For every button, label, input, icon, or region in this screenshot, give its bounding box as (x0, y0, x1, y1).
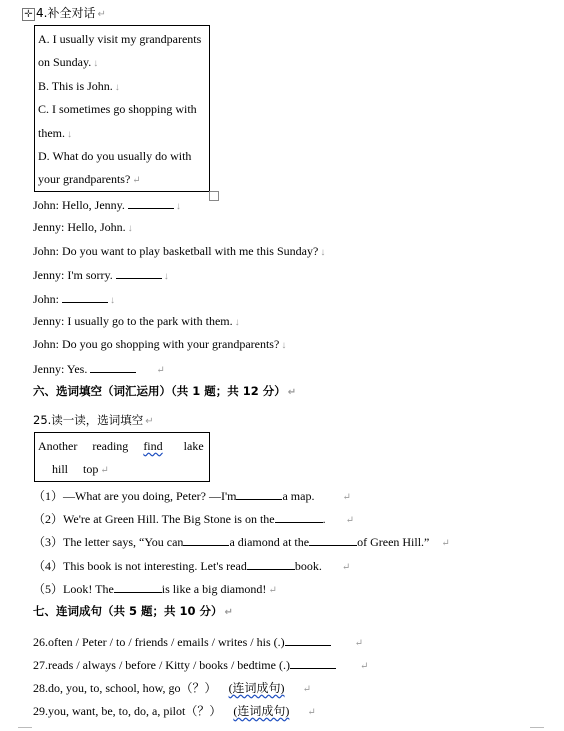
fill-item-2 (33, 511, 354, 528)
q25-title-text: 25.读一读，选词填空 (33, 413, 144, 427)
fill-item-5 (33, 581, 277, 598)
q25-title (33, 413, 154, 429)
reorder-item-26 (33, 634, 363, 651)
item-text: 26.often / Peter / to / friends / emails / writes / his (.) (33, 635, 285, 649)
dialogue-line (33, 291, 115, 308)
answer-blank[interactable] (285, 634, 331, 646)
item-number: （1） (33, 489, 64, 503)
paragraph-mark-icon: ↵ (341, 562, 351, 573)
paragraph-mark-icon: ↵ (100, 465, 109, 476)
paragraph-mark-icon: ↵ (132, 175, 141, 186)
item-text: We're at Green Hill. The Big Stone is on the (63, 512, 275, 526)
dialogue-line (33, 267, 169, 284)
option-text: your grandparents? (38, 172, 131, 186)
paragraph-mark-icon: ↵ (441, 538, 450, 549)
word-bank-word: lake (183, 439, 204, 453)
answer-blank[interactable] (309, 534, 357, 546)
reorder-item-28 (33, 681, 311, 697)
item-number: （5） (33, 582, 64, 596)
word-bank-line-1 (38, 439, 204, 453)
line-break-mark-icon: ↓ (163, 271, 169, 282)
dialogue-text: Jenny: Hello, John. (33, 220, 126, 234)
dialogue-line (33, 197, 181, 214)
dialogue-text: John: Do you go shopping with your grandparents? (33, 337, 280, 351)
line-break-mark-icon: ↓ (234, 317, 240, 328)
option-text: on Sunday. (38, 55, 92, 69)
dialogue-line (33, 220, 133, 236)
section-heading-text: 七、连词成句（共 5 题；共 10 分） (33, 604, 223, 618)
item-text: book. (294, 559, 322, 573)
item-text: a diamond at the (229, 535, 310, 549)
option-text: A. I usually visit my grandparents (38, 32, 202, 46)
option-text: them. (38, 126, 65, 140)
line-break-mark-icon: ↓ (127, 223, 133, 234)
line-break-mark-icon: ↓ (320, 247, 326, 258)
item-number: （2） (33, 512, 64, 526)
dialogue-text: Jenny: Yes. (33, 362, 88, 376)
option-text: D. What do you usually do with (38, 149, 192, 163)
answer-blank[interactable] (62, 291, 108, 303)
option-line-4 (38, 102, 197, 116)
answer-blank[interactable] (236, 488, 282, 500)
paragraph-mark-icon: ↵ (345, 515, 354, 526)
table-move-handle-icon[interactable]: ✛ (22, 8, 35, 21)
dialogue-text: John: Do you want to play basketball with me this Sunday? (33, 244, 319, 258)
answer-blank[interactable] (116, 267, 162, 279)
page-corner-mark (530, 727, 544, 728)
answer-blank[interactable] (128, 197, 174, 209)
option-line-2 (38, 55, 98, 71)
word-bank-word: find (143, 439, 163, 453)
item-text: 27.reads / always / before / Kitty / books / bedtime (.) (33, 658, 290, 672)
item-text: Look! The (63, 582, 114, 596)
item-text: The letter says, “You can (63, 535, 184, 549)
answer-blank[interactable] (183, 534, 229, 546)
option-line-7 (38, 172, 141, 188)
line-break-mark-icon: ↓ (93, 58, 99, 69)
item-text: —What are you doing, Peter? —I'm (63, 489, 237, 503)
paragraph-mark-icon: ↵ (156, 365, 165, 376)
option-text: B. This is John. (38, 79, 113, 93)
line-break-mark-icon: ↓ (110, 295, 116, 306)
reorder-item-29 (33, 704, 316, 720)
dialogue-text: John: Hello, Jenny. (33, 198, 125, 212)
option-line-5 (38, 126, 72, 142)
paragraph-mark-icon: ↵ (268, 585, 277, 596)
answer-blank[interactable] (90, 361, 136, 373)
dialogue-text: Jenny: I'm sorry. (33, 268, 113, 282)
dialogue-text: John: (33, 292, 60, 306)
q4-title-text: 4.补全对话 (36, 6, 96, 20)
page-corner-mark (18, 727, 32, 728)
option-line-6 (38, 149, 191, 163)
item-note: (连词成句) (233, 704, 290, 718)
reorder-item-27 (33, 657, 368, 674)
item-text: . (322, 512, 326, 526)
dialogue-line (33, 314, 240, 330)
item-text: This book is not interesting. Let's read (63, 559, 247, 573)
paragraph-mark-icon: ↵ (145, 416, 154, 427)
section7-heading (33, 604, 233, 620)
answer-blank[interactable] (247, 558, 295, 570)
fill-item-1 (33, 488, 351, 505)
paragraph-mark-icon: ↵ (342, 492, 351, 503)
answer-blank[interactable] (290, 657, 336, 669)
line-break-mark-icon: ↓ (114, 82, 120, 93)
paragraph-mark-icon: ↵ (307, 707, 316, 718)
option-text: C. I sometimes go shopping with (38, 102, 197, 116)
item-text: of Green Hill.” (357, 535, 430, 549)
word-bank-word: reading (92, 439, 129, 453)
item-note: (连词成句) (228, 681, 285, 695)
item-text: a map. (282, 489, 315, 503)
section6-heading (33, 384, 296, 400)
line-break-mark-icon: ↓ (175, 201, 181, 212)
dialogue-line (33, 337, 286, 353)
paragraph-mark-icon: ↵ (97, 9, 106, 20)
paragraph-mark-icon: ↵ (359, 661, 369, 672)
section-heading-text: 六、选词填空（词汇运用）（共 1 题；共 12 分） (33, 384, 286, 398)
option-line-1 (38, 32, 201, 46)
table-resize-handle-icon[interactable] (209, 191, 219, 201)
dialogue-line (33, 361, 165, 378)
paragraph-mark-icon: ↵ (224, 607, 233, 618)
fill-item-3 (33, 534, 450, 551)
line-break-mark-icon: ↓ (67, 129, 72, 140)
word-bank-line-2 (52, 462, 109, 478)
item-text: 29.you, want, be, to, do, a, pilot（？） (33, 704, 222, 718)
item-number: （4） (33, 559, 64, 573)
item-text: is like a big diamond! (161, 582, 267, 596)
line-break-mark-icon: ↓ (281, 340, 287, 351)
paragraph-mark-icon: ↵ (354, 638, 364, 649)
item-number: （3） (33, 535, 64, 549)
paragraph-mark-icon: ↵ (287, 387, 297, 398)
option-line-3 (38, 79, 120, 95)
word-bank-word: Another (38, 439, 78, 453)
q4-title (36, 6, 106, 22)
word-bank-word: top (83, 462, 99, 476)
fill-item-4 (33, 558, 350, 575)
dialogue-text: Jenny: I usually go to the park with them. (33, 314, 233, 328)
word-bank-word: hill (52, 462, 69, 476)
answer-blank[interactable] (275, 511, 323, 523)
paragraph-mark-icon: ↵ (302, 684, 311, 695)
item-text: 28.do, you, to, school, how, go（？） (33, 681, 217, 695)
answer-blank[interactable] (114, 581, 162, 593)
dialogue-line (33, 244, 325, 260)
